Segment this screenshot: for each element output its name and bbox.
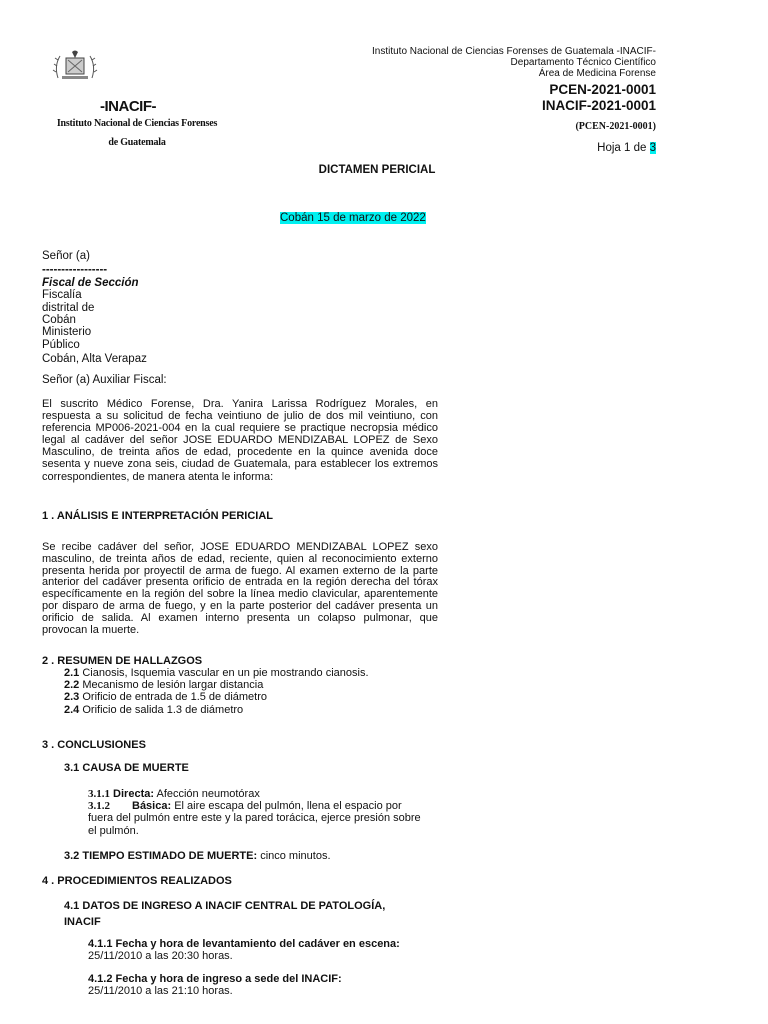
header-area: Área de Medicina Forense: [538, 68, 656, 79]
section-4-heading: 4 . PROCEDIMIENTOS REALIZADOS: [42, 875, 232, 887]
header-institute-name: Instituto Nacional de Ciencias Forenses de Guatemala -INACIF-: [371, 46, 656, 57]
finding-number: 2.3: [64, 691, 80, 704]
header-department: Departamento Técnico Científico: [510, 57, 656, 68]
document-title: DICTAMEN PERICIAL: [318, 164, 436, 176]
finding-text: Orificio de entrada de 1.5 de diámetro: [79, 691, 268, 704]
inacif-seal-icon: [50, 48, 100, 84]
cause-of-death-details: [88, 788, 428, 837]
addressee-role: Fiscal de Sección: [42, 276, 139, 289]
finding-number: 2.2: [64, 679, 80, 692]
document-codes: [356, 82, 656, 113]
section-1-heading: 1 . ANÁLISIS E INTERPRETACIÓN PERICIAL: [42, 510, 274, 522]
code-pcen: PCEN-2021-0001: [549, 82, 656, 97]
removal-label: 4.1.1 Fecha y hora de levantamiento del cadáver en escena:: [88, 938, 400, 950]
findings-list: [64, 667, 444, 716]
addressee-dashes: -----------------: [42, 264, 108, 277]
finding-number: 2.4: [64, 703, 80, 716]
time-of-death-value: cinco minutos.: [257, 850, 331, 862]
header-institute-block: [316, 46, 656, 79]
basic-cause-label: Básica:: [132, 800, 172, 813]
list-item: [64, 667, 444, 679]
direct-cause-text: Afección neumotórax: [154, 788, 260, 800]
addressee-line: distrital de: [42, 301, 95, 314]
removal-date-time: [88, 938, 428, 962]
page-count-total: 3: [649, 142, 656, 154]
addressee-salutation: Señor (a): [42, 250, 90, 262]
addressee-line: Cobán, Alta Verapaz: [42, 353, 147, 366]
addressee-line: Ministerio: [42, 326, 92, 339]
direct-cause: [88, 788, 428, 800]
institute-name-left: [42, 114, 232, 152]
basic-cause-number: 3.1.2: [88, 800, 110, 813]
finding-text: Orificio de salida 1.3 de diámetro: [79, 703, 244, 716]
document-date: Cobán 15 de marzo de 2022: [280, 212, 426, 224]
section-2-heading: 2 . RESUMEN DE HALLAZGOS: [42, 655, 203, 667]
institute-name-line-1: Instituto Nacional de Ciencias Forenses: [56, 118, 218, 129]
code-pcen-parenthesized: (PCEN-2021-0001): [575, 121, 656, 132]
admission-value: 25/11/2010 a las 21:10 horas.: [88, 985, 233, 998]
finding-number: 2.1: [64, 667, 80, 679]
direct-cause-label: Directa:: [110, 788, 155, 800]
intro-paragraph: El suscrito Médico Forense, Dra. Yanira Larissa Rodríguez Morales, en respuesta a su solicitud de fecha veintiuno de julio de dos mil veintiuno, con referencia MP006-2021-004 en la cual requiere se practique necropsia médico legal al cadáver del señor JOSE EDUARDO MENDIZABAL LOPEZ de Sexo Masculino, de treinta años de edad, procedente en la quince avenida doce sesenta y nueve zona seis, ciudad de Guatemala, para establecer los extremos correspondientes, de manera atenta le informa:: [42, 398, 438, 483]
basic-cause: [88, 800, 428, 837]
addressee-line: Público: [42, 338, 80, 351]
finding-text: Cianosis, Isquemia vascular en un pie mostrando cianosis.: [79, 667, 369, 679]
list-item: [64, 704, 444, 716]
admission-data-heading: 4.1 DATOS DE INGRESO A INACIF CENTRAL DE PATOLOGÍA, INACIF: [64, 900, 386, 928]
addressee-line: Cobán: [42, 314, 76, 327]
addressee-line: Fiscalía: [42, 289, 82, 302]
addressee-block: [42, 250, 147, 366]
greeting: Señor (a) Auxiliar Fiscal:: [42, 374, 167, 386]
admission-date-time: [88, 973, 428, 997]
time-of-death-label: 3.2 TIEMPO ESTIMADO DE MUERTE:: [64, 850, 258, 862]
direct-cause-number: 3.1.1: [88, 788, 110, 800]
section-1-text: Se recibe cadáver del señor, JOSE EDUARDO MENDIZABAL LOPEZ sexo masculino, de treinta años de edad, reciente, quien al reconocimiento externo presenta herida por proyectil de arma de fuego. Al examen externo de la parte anterior del cadáver presenta orificio de entrada en la región derecha del tórax específicamente en la región del sobre la línea medio clavicular, aparentemente por disparo de arma de fuego, y en la parte posterior del cadáver presenta un orificio de salida. Al examen interno presenta un colapso pulmonar, que provocan la muerte.: [42, 541, 438, 636]
removal-value: 25/11/2010 a las 20:30 horas.: [88, 950, 233, 963]
page-count: [456, 142, 656, 154]
code-inacif: INACIF-2021-0001: [541, 97, 656, 113]
basic-cause-text: El aire escapa del pulmón, llena el espacio por fuera del pulmón entre este y la pared torácica, ejerce presión sobre el pulmón.: [88, 800, 421, 837]
section-3-heading: 3 . CONCLUSIONES: [42, 739, 146, 751]
estimated-time-of-death: [64, 850, 331, 862]
cause-of-death-heading: 3.1 CAUSA DE MUERTE: [64, 762, 189, 774]
list-item: [64, 679, 444, 691]
institute-name-line-2: de Guatemala: [108, 137, 166, 148]
finding-text: Mecanismo de lesión largar distancia: [79, 679, 264, 692]
admission-label: 4.1.2 Fecha y hora de ingreso a sede del INACIF:: [88, 973, 342, 985]
inacif-acronym: -INACIF-: [100, 98, 156, 115]
page-count-prefix: Hoja 1 de: [597, 142, 650, 154]
list-item: [64, 691, 444, 703]
